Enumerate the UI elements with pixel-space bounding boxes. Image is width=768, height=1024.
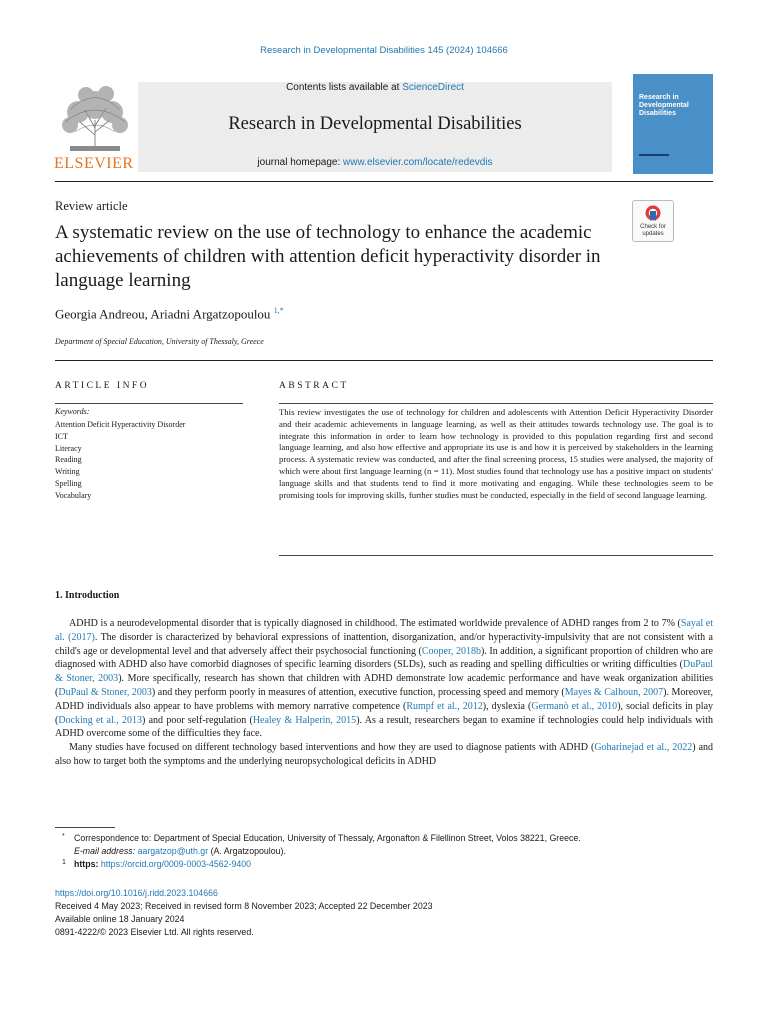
doi-link[interactable]: https://doi.org/10.1016/j.ridd.2023.104666 [55,888,218,898]
publisher-name: ELSEVIER [54,155,134,172]
citation-link[interactable]: Mayes & Calhoun, 2007 [564,686,664,698]
keyword: Reading [55,455,82,465]
keyword: Vocabulary [55,490,92,500]
authors-names: Georgia Andreou, Ariadni Argatzopoulou [55,306,271,322]
footnote-mark: 1 [62,859,66,866]
paper-title: A systematic review on the use of technology to enhance the academic achievements of children with attention deficit hyperactivity disorder in language learning [55,222,601,291]
keyword: Spelling [55,478,82,488]
section-heading: 1. Introduction [55,590,120,601]
text: ) and poor self-regulation ( [142,714,253,726]
email-suffix: (A. Argatzopoulou). [208,846,286,856]
keyword: Attention Deficit Hyperactivity Disorder [55,420,186,429]
keyword: Writing [55,467,80,477]
text: ), dyslexia ( [482,700,532,712]
citation-link[interactable]: Goharinejad et al., 2022 [594,742,693,754]
bookmark-ribbon-icon [644,205,662,223]
journal-title: Research in Developmental Disabilities [228,114,522,134]
orcid-link[interactable]: https://orcid.org/0009-0003-4562-9400 [100,859,252,869]
author-footnote-marks[interactable]: 1,* [273,306,284,315]
citation-link[interactable]: Germanò et al., 2010 [531,700,618,712]
homepage-link[interactable]: www.elsevier.com/locate/redevdis [343,157,493,168]
keyword: ICT [55,431,68,441]
affiliation: Department of Special Education, University of Thessaly, Greece [55,337,264,346]
available-online: Available online 18 January 2024 [55,914,185,924]
check-for-updates-label: Check for updates [640,224,666,237]
footnote-orcid [62,858,712,871]
divider [279,403,713,404]
footnotes [62,832,712,871]
footnote-correspondence [62,832,712,845]
text: . The disorder is characterized by behavioral expressions of inattention, disorganization, and/or hyperactivity-impulsivity that are not consistent with a child's age or developmental level and that adversely affect their psychosocial functioning ( [55,631,713,657]
text: ). In addition, a significant proportion of children who are diagnosed with ADHD also have comorbid diagnoses of specific learning disorders (SLDs), such as reading and spelling difficulties or writing difficulties ( [55,645,713,671]
text: ) and also how to target both the symptoms and the underlying neuropsychological deficits in ADHD [55,742,714,767]
email-label: E-mail address: [74,846,136,856]
homepage-line [138,157,612,168]
footnote-divider [55,827,115,828]
text: ), social deficits in play ( [55,700,714,726]
paragraph [55,617,713,741]
journal-header-band [138,82,612,172]
email-link[interactable]: aargatzop@uth.gr [137,846,209,856]
keywords-label: Keywords: [55,407,90,416]
abstract-text: This review investigates the use of technology for children and adolescents with Attention Deficit Hyperactivity Disorder and their academic achievements in language learning, as well as their attitudes towards technology use. The goal is to integrate this information in order to learn how technology is provided to this population regarding first and second language learning, and also how effective and appropriate its use is and how it is perceived by stakeholders in the learning process. A systematic review was conducted, and after the final screening process, 15 studies were analysed, the majority of which were about first language learning (n = 11). Most studies found that technology use has a positive impact on students' language skills and that students tend to find it more motivating and engaging. While these technologies seem to be promising tools for improving skills, further studies must be conducted, especially in the field of second language learning. [279,407,713,500]
footnote-text: Correspondence to: Department of Special Education, University of Thessaly, Argonafton & Filellinon Street, Volos 38221, Greece. [74,833,581,843]
text: ADHD is a neurodevelopmental disorder that is typically diagnosed in childhood. The estimated worldwide prevalence of ADHD ranges from 2 to 7% ( [69,618,681,629]
journal-citation[interactable]: Research in Developmental Disabilities 145 (2024) 104666 [260,45,508,56]
citation-link[interactable]: DuPaul & Stoner, 2003 [58,686,152,698]
introduction-body [55,617,713,769]
homepage-prefix: journal homepage: [257,157,344,168]
received-dates: Received 4 May 2023; Received in revised form 8 November 2023; Accepted 22 December 2023 [55,901,433,911]
text: ) and they perform poorly in measures of attention, executive function, processing speed and memory ( [151,686,565,698]
article-info-heading: ARTICLE INFO [55,381,150,391]
orcid-label: https: [74,859,99,869]
cover-title: Research in Developmental Disabilities [639,94,689,117]
citation-link[interactable]: Cooper, 2018b [421,645,481,657]
author-list [55,306,284,322]
divider [55,360,713,361]
copyright: 0891-4222/© 2023 Elsevier Ltd. All rights reserved. [55,927,254,937]
contents-line [138,82,612,93]
citation-link[interactable]: Sayal et al. (2017) [55,618,713,643]
citation-link[interactable]: Healey & Halperin, 2015 [252,714,357,726]
text: ). More specifically, research has shown that children with ADHD demonstrate low academic performance and have weak organization abilities ( [55,673,713,698]
sciencedirect-link[interactable]: ScienceDirect [402,82,464,93]
citation-link[interactable]: Docking et al., 2013 [58,714,143,726]
keyword: Literacy [55,443,82,453]
journal-cover[interactable] [633,74,713,174]
check-for-updates-button[interactable] [632,200,674,242]
paragraph [55,741,713,769]
divider [55,181,713,182]
contents-prefix: Contents lists available at [286,82,403,93]
text: ). Moreover, ADHD individuals also appear to have problems with memory narrative competence ( [55,686,713,712]
cover-bar [639,154,669,156]
divider [55,403,243,404]
divider [279,555,713,556]
text: Many studies have focused on different technology based interventions and how they are used to diagnose patients with ADHD ( [69,742,595,754]
article-type: Review article [55,199,128,213]
publication-info [55,887,433,939]
keywords-list [55,419,185,502]
footnote-mark: * [62,833,65,840]
text: ). As a result, researchers began to examine if technologies could help individuals with ADHD overcome some of the difficulties they face. [55,714,713,740]
citation-link[interactable]: DuPaul & Stoner, 2003 [55,659,713,685]
footnote-email [62,845,712,858]
citation-link[interactable]: Rumpf et al., 2012 [406,700,483,712]
abstract-heading: ABSTRACT [279,381,349,391]
